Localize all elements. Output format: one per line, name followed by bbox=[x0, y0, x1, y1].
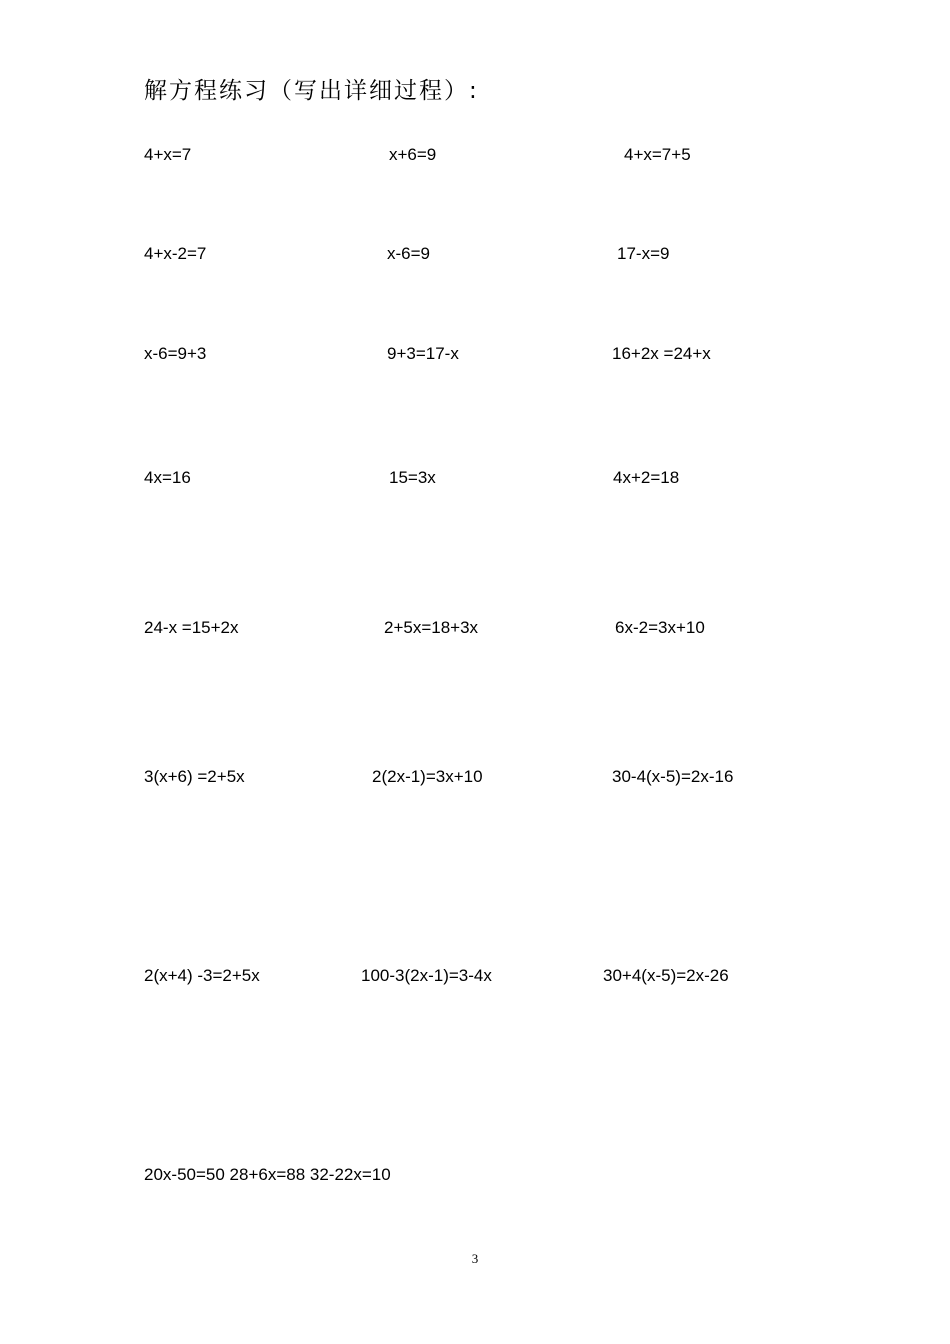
equation-r2-c3: 17-x=9 bbox=[617, 244, 670, 263]
equation-r7-c1: 2(x+4) -3=2+5x bbox=[144, 966, 260, 985]
equation-r4-c1: 4x=16 bbox=[144, 468, 191, 487]
equation-r5-c2: 2+5x=18+3x bbox=[384, 618, 479, 637]
equation-r2-c2: x-6=9 bbox=[387, 244, 430, 263]
equation-r3-c2: 9+3=17-x bbox=[387, 344, 459, 363]
page-number: 3 bbox=[471, 1251, 479, 1266]
equation-r7-c2: 100-3(2x-1)=3-4x bbox=[361, 966, 492, 985]
equation-last-line: 20x-50=50 28+6x=88 32-22x=10 bbox=[144, 1165, 391, 1184]
equation-r5-c1: 24-x =15+2x bbox=[144, 618, 239, 637]
equation-r1-c2: x+6=9 bbox=[389, 145, 437, 164]
equation-r3-c3: 16+2x =24+x bbox=[612, 344, 711, 363]
equation-r6-c3: 30-4(x-5)=2x-16 bbox=[612, 767, 734, 786]
equation-r4-c3: 4x+2=18 bbox=[613, 468, 680, 487]
equation-r6-c1: 3(x+6) =2+5x bbox=[144, 767, 245, 786]
equation-r5-c3: 6x-2=3x+10 bbox=[615, 618, 705, 637]
equation-r6-c2: 2(2x-1)=3x+10 bbox=[372, 767, 483, 786]
equation-r3-c1: x-6=9+3 bbox=[144, 344, 207, 363]
equation-r7-c3: 30+4(x-5)=2x-26 bbox=[603, 966, 729, 985]
equation-r1-c3: 4+x=7+5 bbox=[624, 145, 691, 164]
equation-r4-c2: 15=3x bbox=[389, 468, 436, 487]
equation-r1-c1: 4+x=7 bbox=[144, 145, 192, 164]
page-title: 解方程练习（写出详细过程）: bbox=[144, 78, 479, 104]
equation-r2-c1: 4+x-2=7 bbox=[144, 244, 207, 263]
